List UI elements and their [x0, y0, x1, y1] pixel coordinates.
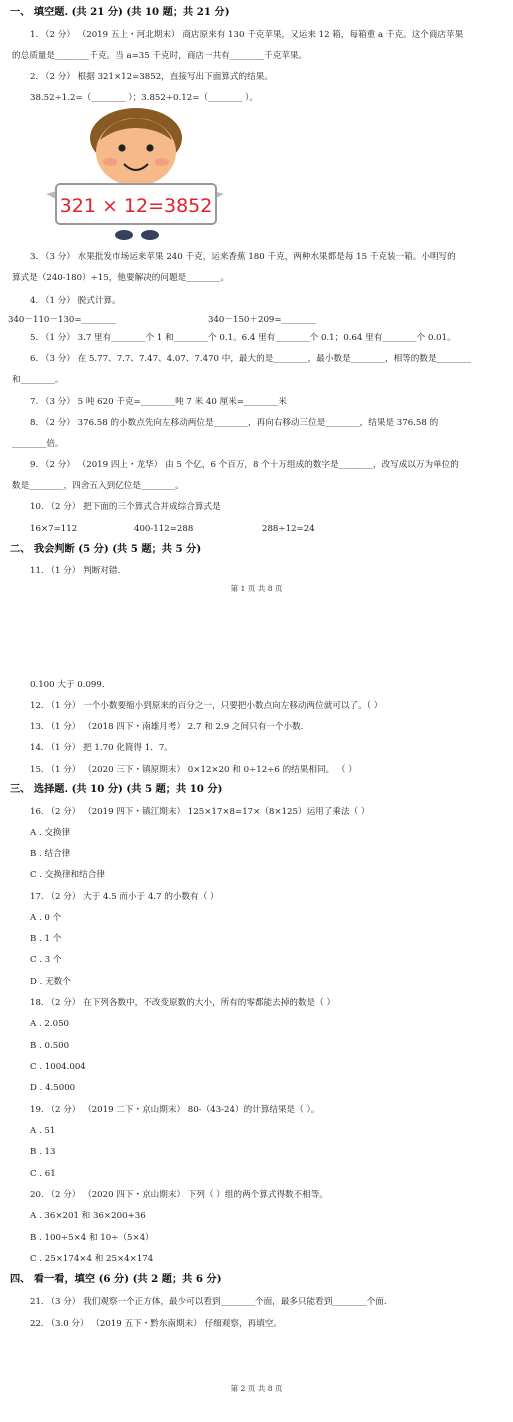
- right-cheek: [155, 158, 169, 166]
- section-4-heading: 四、 看一看，填空 (6 分) (共 2 题；共 6 分): [10, 1273, 222, 1285]
- question-17-option-b: B . 1 个: [30, 934, 62, 944]
- question-16-option-c: C . 交换律和结合律: [30, 870, 105, 880]
- question-10-expr-2: 400-112=288: [134, 524, 194, 534]
- question-18-option-d: D . 4.5000: [30, 1083, 76, 1093]
- question-19-option-a: A . 51: [30, 1126, 56, 1136]
- left-foot: [115, 230, 133, 240]
- question-6-line-2: 和________。: [12, 375, 64, 385]
- question-1-line-2: 的总质量是________千克。当 a=35 千克时，商店一共有________千克苹果。: [12, 51, 308, 61]
- question-9-line-2: 数是________，四舍五入到亿位是________。: [12, 481, 184, 491]
- page-2-footer: 第 2 页 共 8 页: [230, 1384, 283, 1393]
- question-17: 17. （2 分） 大于 4.5 而小于 4.7 的小数有（ ）: [30, 892, 219, 902]
- question-15: 15. （1 分） （2020 三下・镇原期末） 0×12×20 和 0÷12÷6 的结果相同。 （ ）: [30, 765, 357, 775]
- question-17-option-d: D . 无数个: [30, 977, 71, 987]
- face: [96, 118, 176, 186]
- question-20: 20. （2 分） （2020 四下・京山期末） 下列（ ）组的两个算式得数不相等。: [30, 1190, 329, 1200]
- question-11-statement: 0.100 大于 0.099.: [30, 680, 105, 690]
- left-eye: [118, 144, 125, 151]
- question-19-option-c: C . 61: [30, 1169, 56, 1179]
- question-4-line-1: 4. （1 分） 脱式计算。: [30, 296, 121, 306]
- question-12: 12. （1 分） 一个小数要缩小到原来的百分之一，只要把小数点向左移动两位就可以了。（ ）: [30, 701, 383, 711]
- right-foot: [141, 230, 159, 240]
- left-cheek: [103, 158, 117, 166]
- section-1-heading: 一、 填空题. (共 21 分) (共 10 题；共 21 分): [10, 6, 230, 18]
- question-17-option-a: A . 0 个: [30, 913, 62, 923]
- question-3-line-2: 算式是（240-180）÷15，他要解决的问题是________。: [12, 273, 230, 283]
- question-3-line-1: 3. （3 分） 水果批发市场运来苹果 240 千克，运来香蕉 180 千克，两种水果都是每 15 千克装一箱。小明写的: [30, 252, 456, 262]
- question-1-line-1: 1. （2 分） （2019 五上・河北期末） 商店原来有 130 千克苹果，又运来 12 箱，每箱重 a 千克。这个商店苹果: [30, 30, 464, 40]
- question-16: 16. （2 分） （2019 四下・镇江期末） 125×17×8=17×（8×125）运用了乘法（ ）: [30, 807, 370, 817]
- question-10-expr-1: 16×7=112: [30, 524, 78, 534]
- section-2-heading: 二、 我会判断 (5 分) (共 5 题；共 5 分): [10, 543, 202, 555]
- question-9-line-1: 9. （2 分） （2019 四上・龙华） 由 5 个亿，6 个百万，8 个十万组成的数字是________，改写成以万为单位的: [30, 460, 459, 470]
- question-4-expr-1: 340－110－130=________: [8, 315, 116, 325]
- question-2-line-2: 38.52÷1.2=（________ ）；3.852÷0.12=（________ ）。: [30, 93, 258, 103]
- question-11: 11. （1 分） 判断对错.: [30, 566, 121, 576]
- sign-equation: 321 × 12=3852: [59, 195, 213, 217]
- question-17-option-c: C . 3 个: [30, 955, 62, 965]
- right-eye: [146, 144, 153, 151]
- question-4-expr-2: 340－150＋209=________: [208, 315, 316, 325]
- question-16-option-b: B . 结合律: [30, 849, 71, 859]
- question-13: 13. （1 分） （2018 四下・南雄月考） 2.7 和 2.9 之间只有一个小数.: [30, 722, 304, 732]
- question-8-line-1: 8. （2 分） 376.58 的小数点先向左移动两位是________，再向右移动三位是________，结果是 376.58 的: [30, 418, 439, 428]
- question-14: 14. （1 分） 把 1.70 化简得 1．7。: [30, 743, 173, 753]
- question-22: 22. （3.0 分） （2019 五下・黔东南期末） 仔细观察，再填空。: [30, 1319, 282, 1329]
- question-2-line-1: 2. （2 分） 根据 321×12=3852，直接写出下面算式的结果。: [30, 72, 273, 82]
- question-6-line-1: 6. （3 分） 在 5.77、7.7、7.47、4.07、7.470 中，最大的是________，最小数是________，相等的数是________: [30, 354, 471, 364]
- question-18-option-a: A . 2.050: [30, 1019, 70, 1029]
- question-20-option-c: C . 25×174×4 和 25×4×174: [30, 1254, 154, 1264]
- page-1-footer: 第 1 页 共 8 页: [230, 584, 283, 593]
- question-18-option-c: C . 1004.004: [30, 1062, 86, 1072]
- question-21: 21. （3 分） 我们观察一个正方体，最少可以看到________个面，最多只能看到________个面.: [30, 1297, 387, 1307]
- question-10-line-1: 10. （2 分） 把下面的三个算式合并成综合算式是: [30, 502, 221, 512]
- question-7: 7. （3 分） 5 吨 620 千克=________吨 7 米 40 厘米=________米: [30, 397, 287, 407]
- question-16-option-a: A . 交换律: [30, 828, 71, 838]
- section-3-heading: 三、 选择题. (共 10 分) (共 5 题；共 10 分): [10, 783, 223, 795]
- question-18-option-b: B . 0.500: [30, 1041, 70, 1051]
- question-19-option-b: B . 13: [30, 1147, 56, 1157]
- question-10-expr-3: 288÷12=24: [262, 524, 315, 534]
- question-20-option-b: B . 100÷5×4 和 10÷（5×4）: [30, 1233, 154, 1243]
- question-5: 5. （1 分） 3.7 里有________个 1 和________个 0.1。6.4 里有________个 0.1；0.64 里有________个 0.01。: [30, 333, 456, 343]
- question-8-line-2: ________倍。: [12, 439, 64, 449]
- boy-holding-sign-illustration: [38, 106, 230, 242]
- question-20-option-a: A . 36×201 和 36×200+36: [30, 1211, 146, 1221]
- question-19: 19. （2 分） （2019 二下・京山期末） 80-（43-24）的计算结果是（ ）。: [30, 1105, 320, 1115]
- question-18: 18. （2 分） 在下列各数中，不改变原数的大小，所有的零都能去掉的数是（ ）: [30, 998, 336, 1008]
